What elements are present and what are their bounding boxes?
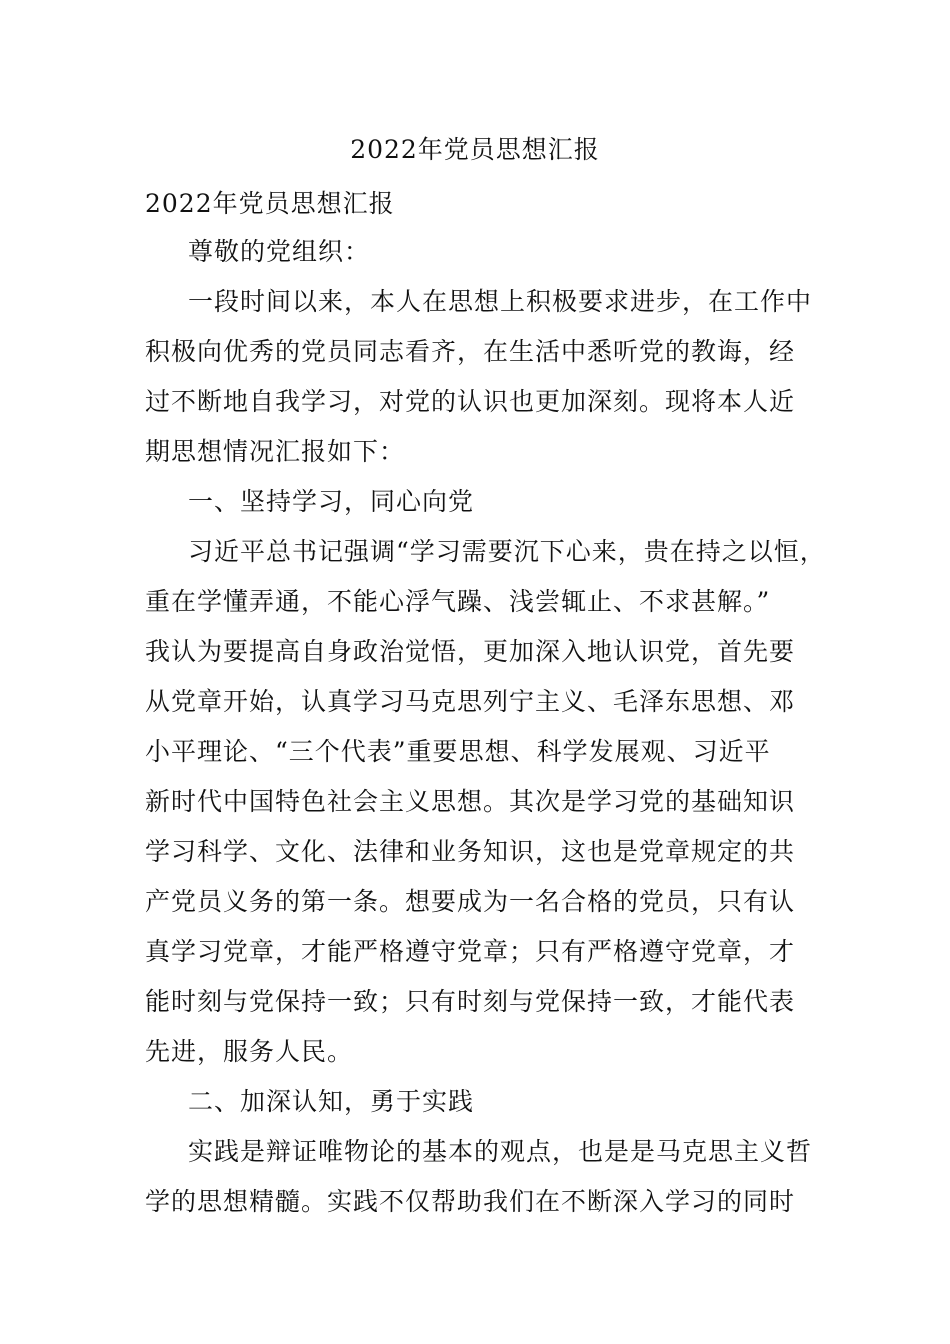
paragraph-line: 能时刻与党保持一致；只有时刻与党保持一致，才能代表 — [145, 987, 796, 1016]
paragraph-line: 学习科学、文化、法律和业务知识，这也是党章规定的共 — [145, 837, 796, 866]
paragraph-line: 实践是辩证唯物论的基本的观点，也是是马克思主义哲 — [188, 1137, 813, 1166]
salutation-line: 尊敬的党组织： — [188, 237, 371, 266]
paragraph-line: 真学习党章，才能严格遵守党章；只有严格遵守党章，才 — [145, 937, 796, 966]
paragraph-line: 产党员义务的第一条。想要成为一名合格的党员，只有认 — [145, 887, 796, 916]
paragraph-line: 从党章开始，认真学习马克思列宁主义、毛泽东思想、邓 — [145, 687, 796, 716]
paragraph-line: 新时代中国特色社会主义思想。其次是学习党的基础知识 — [145, 787, 796, 816]
paragraph-line: 积极向优秀的党员同志看齐，在生活中悉听党的教诲，经 — [145, 337, 796, 366]
document-title: 2022年党员思想汇报 — [350, 135, 600, 164]
paragraph-line: 习近平总书记强调“学习需要沉下心来，贵在持之以恒， — [188, 537, 826, 566]
paragraph-line: 重在学懂弄通，不能心浮气躁、浅尝辄止、不求甚解。” — [145, 587, 771, 616]
paragraph-line: 学的思想精髓。实践不仅帮助我们在不断深入学习的同时 — [145, 1187, 796, 1216]
paragraph-line: 期思想情况汇报如下： — [145, 437, 406, 466]
paragraph-line: 一段时间以来，本人在思想上积极要求进步，在工作中 — [188, 287, 813, 316]
section-heading-1: 一、坚持学习，同心向党 — [188, 487, 475, 516]
paragraph-line: 先进，服务人民。 — [145, 1037, 354, 1066]
paragraph-line: 小平理论、“三个代表”重要思想、科学发展观、习近平 — [145, 737, 771, 766]
section-heading-2: 二、加深认知，勇于实践 — [188, 1087, 475, 1116]
paragraph-line: 过不断地自我学习，对党的认识也更加深刻。现将本人近 — [145, 387, 796, 416]
paragraph-line: 我认为要提高自身政治觉悟，更加深入地认识党，首先要 — [145, 637, 796, 666]
subtitle-line: 2022年党员思想汇报 — [145, 189, 395, 218]
